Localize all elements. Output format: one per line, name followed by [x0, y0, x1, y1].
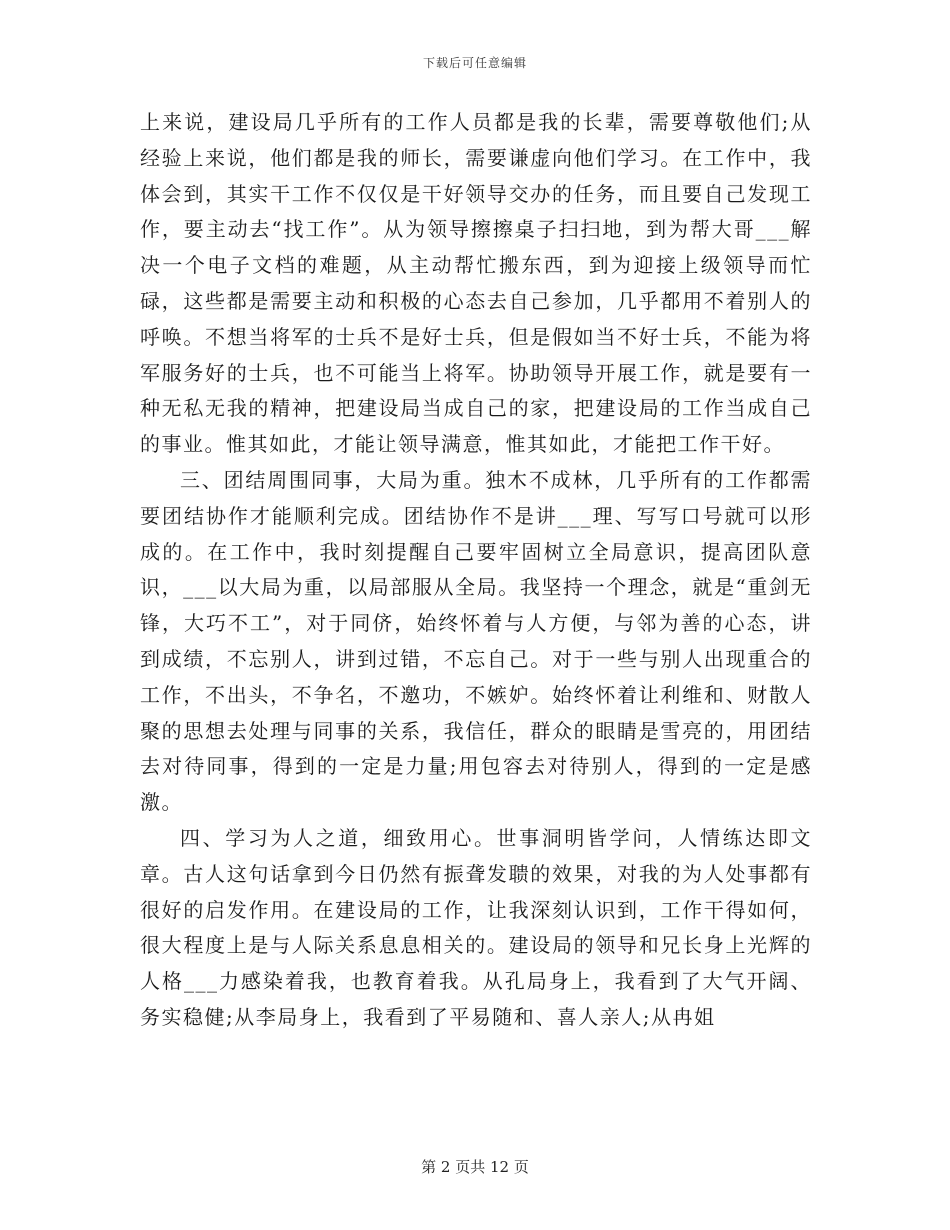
page-number: 第 2 页共 12 页 [421, 1158, 529, 1176]
paragraph-section-four: 四、学习为人之道，细致用心。世事洞明皆学问，人情练达即文章。古人这句话拿到今日仍然有振聋发聩的效果，对我的为人处事都有很好的启发作用。在建设局的工作，让我深刻认识到，工作干得如何，很大程度上是与人际关系息息相关的。建设局的领导和兄长身上光辉的人格___力感染着我，也教育着我。从孔局身上，我看到了大气开阔、务实稳健;从李局身上，我看到了平易随和、喜人亲人;从冉姐 [140, 825, 812, 1029]
paragraph-continued: 上来说，建设局几乎所有的工作人员都是我的长辈，需要尊敬他们;从经验上来说，他们都是我的师长，需要谦虚向他们学习。在工作中，我体会到，其实干工作不仅仅是干好领导交办的任务，而且要自己发现工作，要主动去“找工作”。从为领导擦擦桌子扫扫地，到为帮大哥___解决一个电子文档的难题，从主动帮忙搬东西，到为迎接上级领导而忙碌，这些都是需要主动和积极的心态去自己参加，几乎都用不着别人的呼唤。不想当将军的士兵不是好士兵，但是假如当不好士兵，不能为将军服务好的士兵，也不可能当上将军。协助领导开展工作，就是要有一种无私无我的精神，把建设局当成自己的家，把建设局的工作当成自己的事业。惟其如此，才能让领导满意，惟其如此，才能把工作干好。 [140, 110, 812, 457]
document-body [140, 105, 812, 1036]
download-editable-note: 下载后可任意编辑 [422, 56, 527, 70]
paragraph-section-three: 三、团结周围同事，大局为重。独木不成林，几乎所有的工作都需要团结协作才能顺利完成。团结协作不是讲___理、写写口号就可以形成的。在工作中，我时刻提醒自己要牢固树立全局意识，提高团队意识，___以大局为重，以局部服从全局。我坚持一个理念，就是“重剑无锋，大巧不工”，对于同侪，始终怀着与人方便，与邻为善的心态，讲到成绩，不忘别人，讲到过错，不忘自己。对于一些与别人出现重合的工作，不出头，不争名，不邀功，不嫉妒。始终怀着让利维和、财散人聚的思想去处理与同事的关系，我信任，群众的眼睛是雪亮的，用团结去对待同事，得到的一定是力量;用包容去对待别人，得到的一定是感激。 [140, 467, 812, 815]
